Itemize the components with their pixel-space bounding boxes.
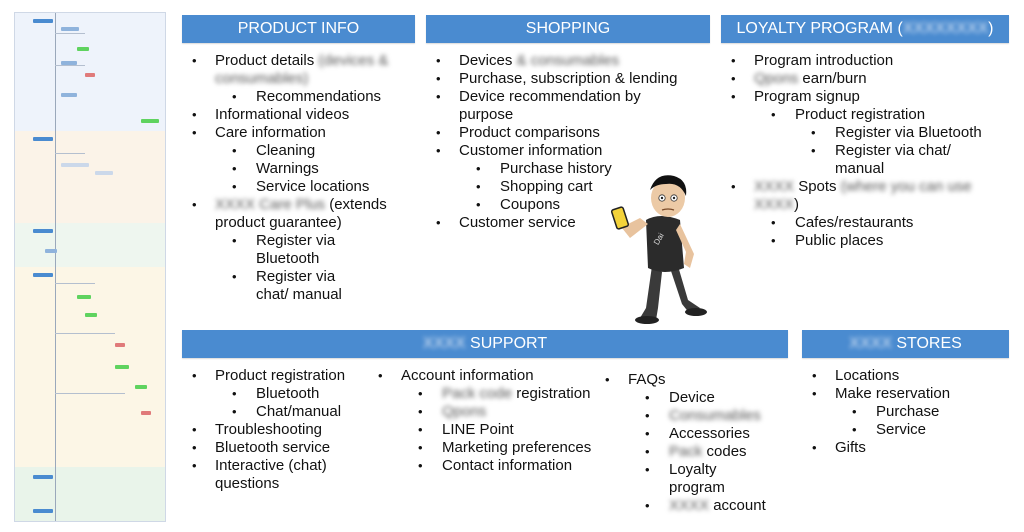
- list-item: • Customer information: [426, 142, 706, 160]
- list-item: • Product registration: [182, 367, 372, 385]
- thumb-node: [45, 249, 57, 253]
- list-item: • Purchase: [802, 403, 1009, 421]
- list-item: • XXXX Care Plus (extends product guarantee): [182, 196, 412, 232]
- product-info-list: [182, 52, 412, 304]
- redacted-text: XXXX Care Plus: [215, 196, 326, 213]
- list-item: • Register via chat/ manual: [721, 142, 965, 178]
- thumb-connector: [55, 333, 115, 334]
- list-item: • Devices & consumables: [426, 52, 706, 70]
- thumb-node: [61, 93, 77, 97]
- list-item: [595, 407, 787, 425]
- thumb-node: [33, 475, 53, 479]
- list-item: • Troubleshooting: [182, 421, 372, 439]
- list-item: • Locations: [802, 367, 1009, 385]
- list-item: • Marketing preferences: [368, 439, 604, 457]
- thumb-connector: [55, 65, 85, 66]
- thumb-connector: [55, 283, 95, 284]
- list-item: • Device: [595, 389, 787, 407]
- header-label: SHOPPING: [525, 20, 611, 37]
- thumb-node: [115, 365, 129, 369]
- list-item: • Program introduction: [721, 52, 1011, 70]
- list-item: • Interactive (chat) questions: [182, 457, 345, 493]
- list-item: • FAQs: [595, 371, 787, 389]
- list-item: • Cafes/restaurants: [721, 214, 1011, 232]
- header-stores: [802, 330, 1009, 358]
- thumb-band-2: [15, 131, 165, 223]
- support-list-3: [595, 371, 787, 515]
- header-shopping: [426, 15, 710, 43]
- redacted-text: & consumables: [516, 52, 620, 69]
- list-item: • Care information: [182, 124, 412, 142]
- list-item: • Pack codes: [595, 443, 787, 461]
- stores-list: [802, 367, 1009, 457]
- cartoon-avatar-image: [600, 168, 730, 328]
- svg-text:Dai: Dai: [651, 231, 666, 247]
- redacted-text: XXXXXXXX: [902, 20, 989, 37]
- thumb-spine: [55, 13, 56, 521]
- list-item: • Product details (devices & consumables): [182, 52, 412, 88]
- list-item: • Coupons: [426, 196, 706, 214]
- thumb-node: [77, 295, 91, 299]
- list-item: • Accessories: [595, 425, 787, 443]
- redacted-text: XXXX: [849, 335, 892, 352]
- list-item: • Chat/manual: [182, 403, 372, 421]
- redacted-text: Qpons: [754, 70, 799, 87]
- list-item: • Register via chat/ manual: [182, 268, 356, 304]
- list-item: • Pack code registration: [368, 385, 604, 403]
- header-product-info: [182, 15, 415, 43]
- redacted-text: Pack: [669, 443, 703, 460]
- header-label: LOYALTY PROGRAM (: [736, 20, 903, 37]
- thumb-node: [33, 137, 53, 141]
- header-loyalty-program: [721, 15, 1009, 43]
- list-item: • Bluetooth: [182, 385, 372, 403]
- list-item: • Program signup: [721, 88, 1011, 106]
- list-item: • Product comparisons: [426, 124, 706, 142]
- list-item: • Service locations: [182, 178, 412, 196]
- thumb-node: [61, 163, 89, 167]
- list-item: • Contact information: [368, 457, 604, 475]
- thumb-node: [33, 273, 53, 277]
- list-item: • Customer service: [426, 214, 706, 232]
- thumb-band-1: [15, 13, 165, 131]
- header-support: [182, 330, 788, 358]
- list-item: • Purchase, subscription & lending: [426, 70, 706, 88]
- list-item: • Gifts: [802, 439, 1009, 457]
- thumb-connector: [55, 393, 125, 394]
- thumb-node: [141, 411, 151, 415]
- list-item: • Register via Bluetooth: [721, 124, 1011, 142]
- list-item: • Purchase history: [426, 160, 706, 178]
- list-item: • Public places: [721, 232, 1011, 250]
- header-label: ): [988, 20, 994, 37]
- list-item: • Product registration: [721, 106, 1011, 124]
- redacted-text: XXXX: [754, 178, 795, 195]
- thumb-node: [141, 119, 159, 123]
- list-item: • Device recommendation by purpose: [426, 88, 667, 124]
- thumb-node: [77, 47, 89, 51]
- list-item: • Cleaning: [182, 142, 412, 160]
- thumb-node: [115, 343, 125, 347]
- thumb-node: [61, 27, 79, 31]
- support-list-2: [368, 367, 604, 475]
- redacted-text: XXXX: [669, 497, 710, 514]
- thumb-node: [85, 73, 95, 77]
- thumb-node: [85, 313, 97, 317]
- redacted-text: (devices & consumables): [215, 52, 389, 87]
- thumb-connector: [55, 33, 85, 34]
- thumb-node: [33, 19, 53, 23]
- list-item: • Shopping cart: [426, 178, 706, 196]
- list-item: • LINE Point: [368, 421, 604, 439]
- thumb-node: [33, 229, 53, 233]
- thumb-node: [135, 385, 147, 389]
- header-label: SUPPORT: [470, 335, 548, 352]
- sitemap-thumbnail: [14, 12, 166, 522]
- thumb-connector: [55, 153, 85, 154]
- support-list-1: [182, 367, 372, 493]
- list-item: • Make reservation: [802, 385, 1009, 403]
- header-label: STORES: [896, 335, 962, 352]
- list-item: • Bluetooth service: [182, 439, 372, 457]
- redacted-text: Pack code: [442, 385, 513, 402]
- header-label: PRODUCT INFO: [237, 20, 360, 37]
- loyalty-list: [721, 52, 1011, 250]
- list-item: • Recommendations: [182, 88, 412, 106]
- list-item: • Informational videos: [182, 106, 412, 124]
- list-item: • Account information: [368, 367, 604, 385]
- list-item: • Qpons earn/burn: [721, 70, 1011, 88]
- thumb-node: [95, 171, 113, 175]
- list-item: • Register via Bluetooth: [182, 232, 356, 268]
- redacted-text: Qpons: [442, 403, 487, 420]
- redacted-text: (where you can use XXXX: [754, 178, 972, 213]
- list-item: • XXXX account: [595, 497, 787, 515]
- list-item: • Service: [802, 421, 1009, 439]
- redacted-text: XXXX: [422, 335, 466, 352]
- list-item: • Loyalty program: [595, 461, 733, 497]
- thumb-node: [33, 509, 53, 513]
- list-item: [368, 403, 604, 421]
- list-item: • Warnings: [182, 160, 412, 178]
- list-item: • XXXX Spots (where you can use XXXX): [721, 178, 989, 214]
- redacted-text: Consumables: [669, 407, 761, 424]
